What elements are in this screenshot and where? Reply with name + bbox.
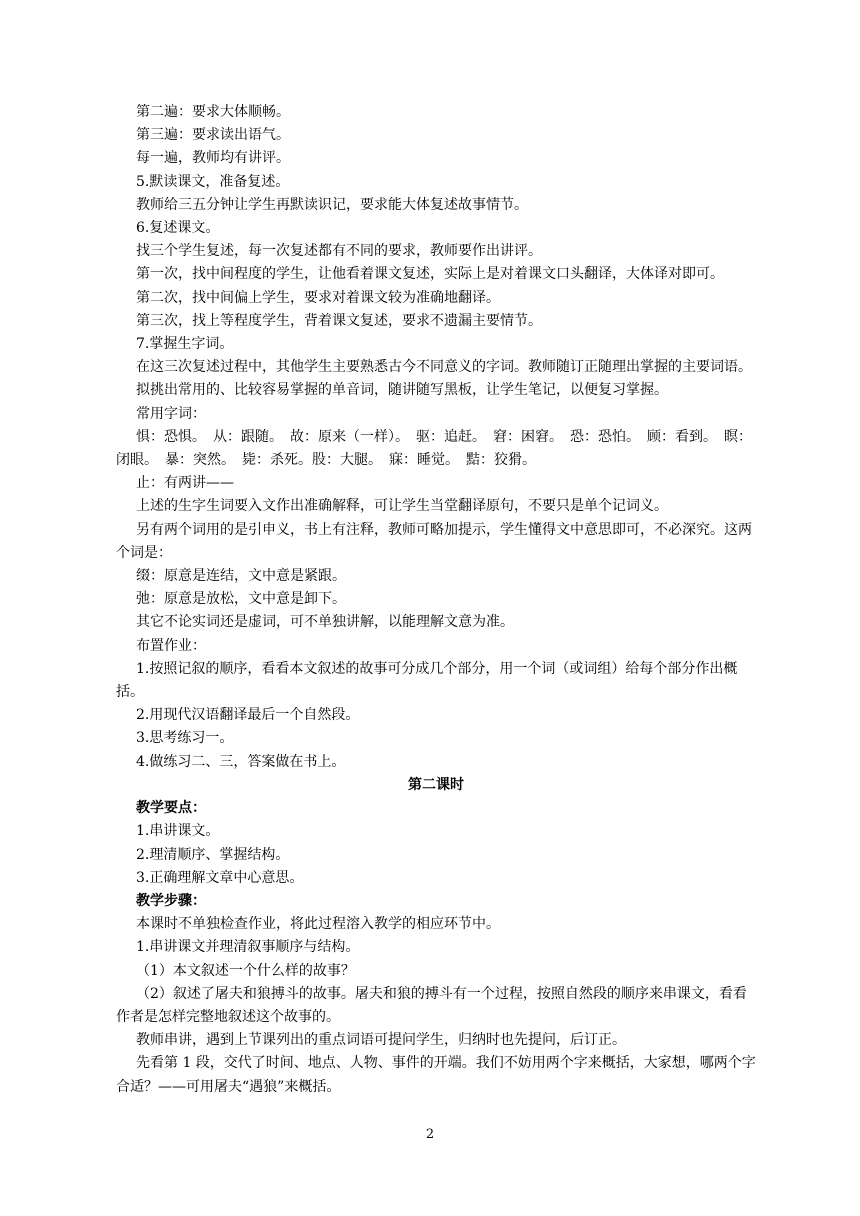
paragraph: 本课时不单独检查作业，将此过程溶入教学的相应环节中。 <box>136 916 500 933</box>
paragraph: 2.理清顺序、掌握结构。 <box>136 846 290 863</box>
paragraph: 第三遍：要求读出语气。 <box>136 127 290 144</box>
paragraph: 布置作业： <box>136 637 206 654</box>
paragraph: 教师串讲，遇到上节课列出的重点词语可提问学生，归纳时也先提问，后订正。 <box>136 1032 626 1049</box>
paragraph: 3.正确理解文章中心意思。 <box>136 869 304 886</box>
paragraph: 其它不论实词还是虚词，可不单独讲解，以能理解文意为准。 <box>136 614 514 631</box>
paragraph: 6.复述课文。 <box>136 220 220 237</box>
paragraph: （2）叙述了屠夫和狼搏斗的故事。屠夫和狼的搏斗有一个过程，按照自然段的顺序来串课文，看看作者是怎样完整地叙述这个故事的。 <box>116 985 747 1025</box>
paragraph: 第三次，找上等程度学生，背着课文复述，要求不遗漏主要情节。 <box>136 312 542 329</box>
paragraph: 7.掌握生字词。 <box>136 336 234 353</box>
paragraph: 惧：恐惧。 从：跟随。 故：原来（一样）。 驱：追赶。 窘：困窘。 恐：恐怕。 顾：看到。 瞑：闭眼。 暴：突然。 毙：杀死。股：大腿。 寐：睡觉。 黠：狡猾。 <box>116 428 752 469</box>
paragraph: 1.串讲课文并理清叙事顺序与结构。 <box>136 939 360 956</box>
paragraph: 5.默读课文，准备复述。 <box>136 173 290 190</box>
paragraph: 上述的生字生词要入文作出准确解释，可让学生当堂翻译原句，不要只是单个记词义。 <box>136 498 668 515</box>
paragraph: 找三个学生复述，每一次复述都有不同的要求，教师要作出讲评。 <box>136 243 542 260</box>
section-heading: 教学要点： <box>136 800 206 817</box>
paragraph: 第一次，找中间程度的学生，让他看着课文复述，实际上是对着课文口头翻译，大体译对即可。 <box>136 266 724 283</box>
section-title: 第二课时 <box>408 776 464 793</box>
paragraph: 4.做练习二、三，答案做在书上。 <box>136 753 346 770</box>
page-number: 2 <box>425 1127 435 1142</box>
paragraph: 在这三次复述过程中，其他学生主要熟悉古今不同意义的字词。教师随订正随理出掌握的主要词语。 <box>136 359 752 376</box>
paragraph: 常用字词： <box>136 405 206 422</box>
paragraph: 每一遍，教师均有讲评。 <box>136 150 290 167</box>
paragraph: 1.串讲课文。 <box>136 823 220 840</box>
paragraph: 先看第 1 段，交代了时间、地点、人物、事件的开端。我们不妨用两个字来概括，大家想，哪两个字合适？——可用屠夫“遇狼”来概括。 <box>116 1055 756 1095</box>
paragraph: 3.思考练习一。 <box>136 730 234 747</box>
paragraph: 教师给三五分钟让学生再默读识记，要求能大体复述故事情节。 <box>136 196 528 213</box>
paragraph: 弛：原意是放松，文中意是卸下。 <box>136 591 346 608</box>
paragraph: 拟挑出常用的、比较容易掌握的单音词，随讲随写黑板，让学生笔记，以便复习掌握。 <box>136 382 668 399</box>
paragraph: 1.按照记叙的顺序，看看本文叙述的故事可分成几个部分，用一个词（或词组）给每个部分作出概括。 <box>116 660 738 701</box>
paragraph: 另有两个词用的是引申义，书上有注释，教师可略加提示，学生懂得文中意思即可，不必深究。这两个词是： <box>116 521 752 561</box>
paragraph: 止：有两讲—— <box>136 475 234 492</box>
paragraph: 第二次，找中间偏上学生，要求对着课文较为准确地翻译。 <box>136 289 500 306</box>
section-heading: 教学步骤： <box>136 892 206 909</box>
document-body <box>116 101 756 1099</box>
paragraph: 2.用现代汉语翻译最后一个自然段。 <box>136 707 360 724</box>
paragraph: 缀：原意是连结，文中意是紧跟。 <box>136 568 346 585</box>
paragraph: （1）本文叙述一个什么样的故事？ <box>136 962 355 979</box>
paragraph: 第二遍：要求大体顺畅。 <box>136 104 290 120</box>
